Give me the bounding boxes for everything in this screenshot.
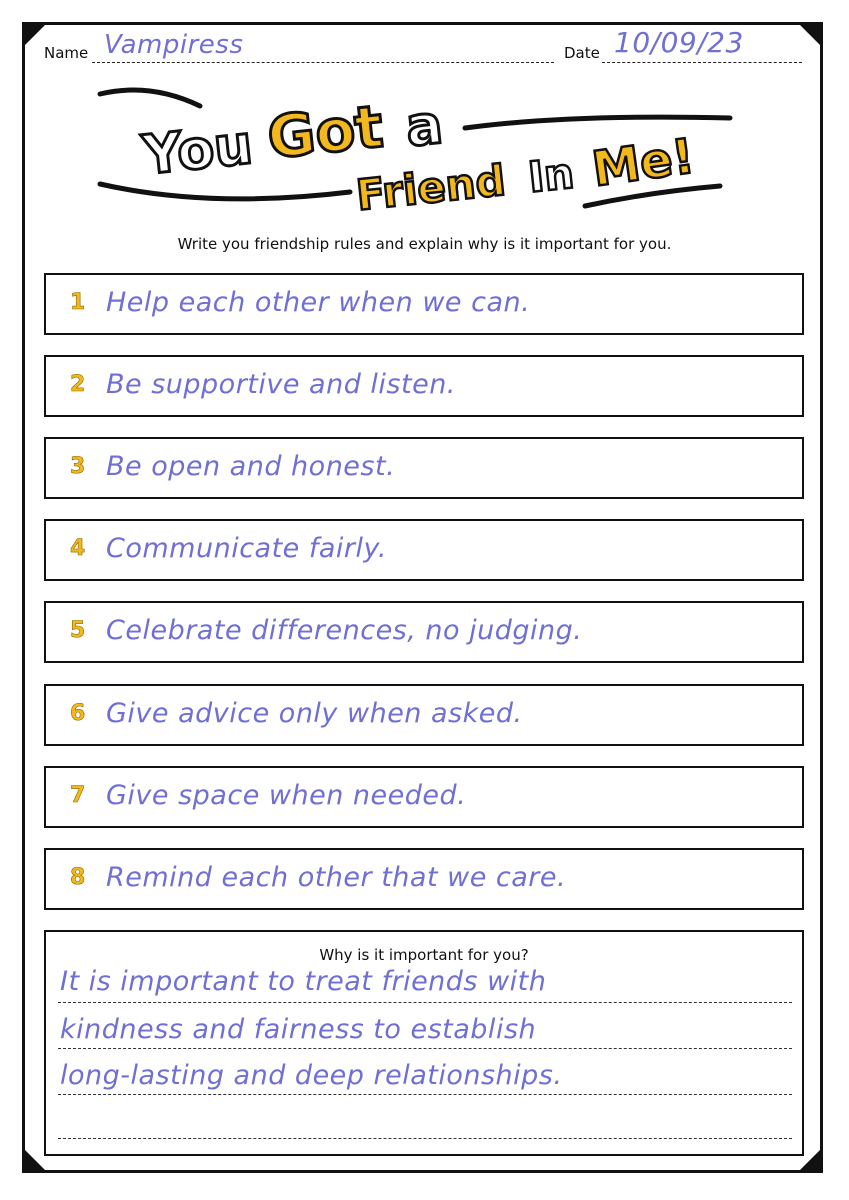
rule-number: 1 (70, 290, 86, 315)
rule-number: 6 (70, 701, 86, 726)
rule-box-6[interactable] (44, 684, 804, 746)
instruction-text: Write you friendship rules and explain why is it important for you. (177, 235, 672, 253)
swoosh-line (100, 90, 200, 106)
rule-number: 4 (70, 536, 86, 561)
rule-box-2[interactable] (44, 355, 804, 417)
rule-text[interactable]: Celebrate differences, no judging. (106, 615, 583, 646)
writing-line (58, 1048, 792, 1049)
name-label: Name (44, 44, 89, 62)
rule-text[interactable]: Communicate fairly. (106, 533, 387, 564)
rule-box-1[interactable] (44, 273, 804, 335)
date-line (602, 62, 802, 63)
name-field[interactable]: Vampiress (104, 30, 244, 60)
rule-text[interactable]: Be supportive and listen. (106, 369, 456, 400)
rule-box-3[interactable] (44, 437, 804, 499)
name-line (92, 62, 554, 63)
rule-number: 5 (70, 618, 86, 643)
title-word: Friend (353, 155, 508, 220)
writing-line (58, 1094, 792, 1095)
rule-box-5[interactable] (44, 601, 804, 663)
rule-text[interactable]: Remind each other that we care. (106, 862, 567, 893)
rule-box-7[interactable] (44, 766, 804, 828)
why-title: Why is it important for you? (319, 946, 529, 964)
date-field[interactable]: 10/09/23 (614, 26, 744, 59)
rule-box-4[interactable] (44, 519, 804, 581)
rule-text[interactable]: Help each other when we can. (106, 287, 531, 318)
title-word: Me! (588, 128, 698, 198)
title-banner (90, 74, 750, 224)
title-word: a (402, 92, 446, 159)
rule-number: 7 (70, 783, 86, 808)
rule-text[interactable]: Be open and honest. (106, 451, 396, 482)
rule-box-8[interactable] (44, 848, 804, 910)
rule-text[interactable]: Give space when needed. (106, 780, 467, 811)
why-answer-line[interactable]: kindness and fairness to establish (60, 1014, 537, 1045)
date-label: Date (564, 44, 600, 62)
rule-number: 2 (70, 372, 86, 397)
title-word: You (139, 112, 256, 187)
why-answer-line[interactable]: It is important to treat friends with (60, 966, 547, 997)
rule-text[interactable]: Give advice only when asked. (106, 698, 523, 729)
why-box[interactable] (44, 930, 804, 1156)
why-answer-line[interactable]: long-lasting and deep relationships. (60, 1060, 563, 1091)
writing-line (58, 1002, 792, 1003)
rule-number: 3 (70, 454, 86, 479)
swoosh-line (465, 117, 730, 128)
rule-number: 8 (70, 865, 86, 890)
writing-line (58, 1138, 792, 1139)
swoosh-line (100, 184, 350, 199)
title-word: In (525, 148, 577, 202)
corner-decoration (797, 22, 823, 48)
title-word: Got (264, 92, 387, 172)
